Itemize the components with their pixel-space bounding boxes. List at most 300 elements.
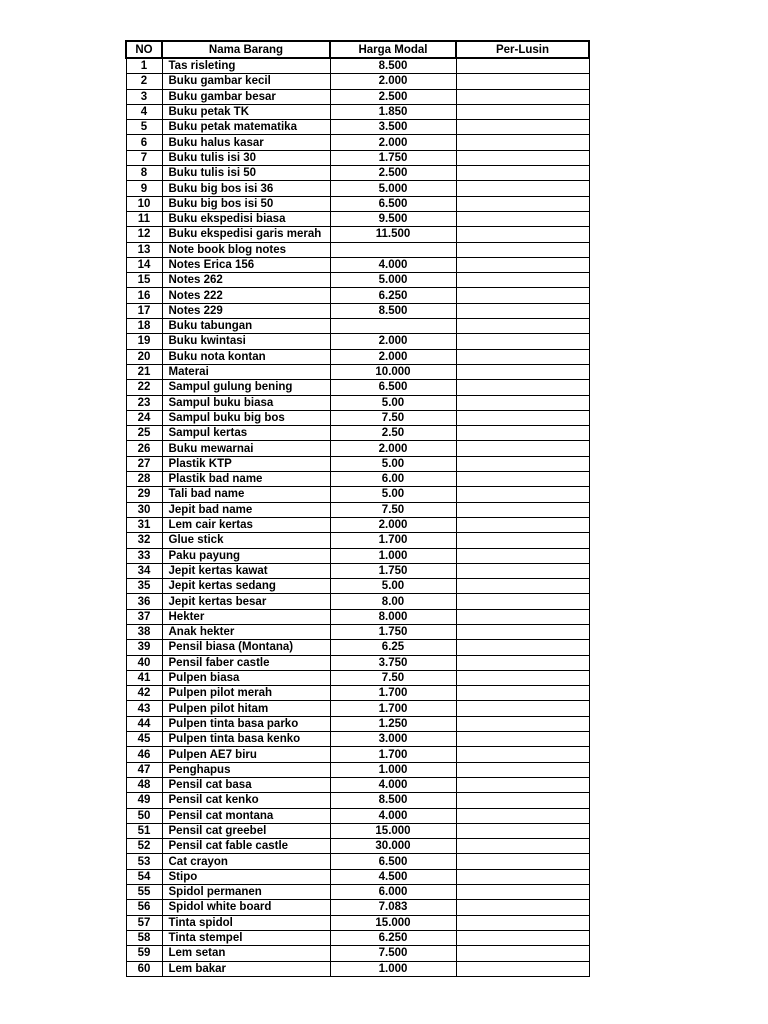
row-number-cell: 55 (126, 885, 162, 900)
cost-price-cell: 6.250 (330, 288, 456, 303)
table-row (126, 900, 589, 915)
table-row (126, 777, 589, 792)
item-name-cell: Buku ekspedisi biasa (162, 211, 330, 226)
row-number-cell: 53 (126, 854, 162, 869)
item-name-cell: Notes 222 (162, 288, 330, 303)
row-number-cell: 40 (126, 655, 162, 670)
cost-price-cell: 5.00 (330, 487, 456, 502)
per-dozen-cell (456, 609, 589, 624)
item-name-cell: Pulpen tinta basa kenko (162, 732, 330, 747)
row-number-cell: 50 (126, 808, 162, 823)
row-number-cell: 39 (126, 640, 162, 655)
table-row (126, 579, 589, 594)
cost-price-cell: 6.00 (330, 472, 456, 487)
table-row (126, 166, 589, 181)
row-number-cell: 31 (126, 517, 162, 532)
cost-price-cell (330, 319, 456, 334)
cost-price-cell: 6.500 (330, 380, 456, 395)
item-name-cell: Anak hekter (162, 624, 330, 639)
per-dozen-cell (456, 456, 589, 471)
per-dozen-cell (456, 701, 589, 716)
cost-price-cell: 1.700 (330, 747, 456, 762)
row-number-cell: 18 (126, 319, 162, 334)
row-number-cell: 28 (126, 472, 162, 487)
item-name-cell: Jepit kertas kawat (162, 563, 330, 578)
table-row (126, 303, 589, 318)
item-name-cell: Sampul gulung bening (162, 380, 330, 395)
item-name-cell: Jepit kertas besar (162, 594, 330, 609)
cost-price-cell: 8.500 (330, 303, 456, 318)
row-number-cell: 9 (126, 181, 162, 196)
per-dozen-cell (456, 364, 589, 379)
per-dozen-cell (456, 777, 589, 792)
per-dozen-cell (456, 349, 589, 364)
per-dozen-cell (456, 548, 589, 563)
cost-price-cell: 6.500 (330, 196, 456, 211)
item-name-cell: Buku kwintasi (162, 334, 330, 349)
per-dozen-cell (456, 120, 589, 135)
item-name-cell: Buku gambar besar (162, 89, 330, 104)
per-dozen-cell (456, 227, 589, 242)
row-number-cell: 5 (126, 120, 162, 135)
cost-price-cell: 1.000 (330, 548, 456, 563)
item-name-cell: Buku ekspedisi garis merah (162, 227, 330, 242)
table-row (126, 839, 589, 854)
item-name-cell: Pensil biasa (Montana) (162, 640, 330, 655)
per-dozen-cell (456, 487, 589, 502)
per-dozen-cell (456, 288, 589, 303)
per-dozen-cell (456, 303, 589, 318)
table-row (126, 624, 589, 639)
table-row (126, 793, 589, 808)
item-name-cell: Paku payung (162, 548, 330, 563)
item-name-cell: Lem bakar (162, 961, 330, 976)
table-row (126, 58, 589, 74)
table-row (126, 441, 589, 456)
table-row (126, 823, 589, 838)
table-row (126, 334, 589, 349)
table-body (126, 58, 589, 976)
item-name-cell: Buku tabungan (162, 319, 330, 334)
row-number-cell: 45 (126, 732, 162, 747)
table-row (126, 502, 589, 517)
row-number-cell: 52 (126, 839, 162, 854)
per-dozen-cell (456, 242, 589, 257)
item-name-cell: Hekter (162, 609, 330, 624)
cost-price-cell: 6.500 (330, 854, 456, 869)
row-number-cell: 15 (126, 273, 162, 288)
per-dozen-cell (456, 624, 589, 639)
cost-price-cell: 2.500 (330, 89, 456, 104)
row-number-cell: 48 (126, 777, 162, 792)
item-name-cell: Tinta stempel (162, 930, 330, 945)
row-number-cell: 24 (126, 410, 162, 425)
per-dozen-cell (456, 410, 589, 425)
row-number-cell: 36 (126, 594, 162, 609)
item-name-cell: Stipo (162, 869, 330, 884)
cost-price-cell: 5.000 (330, 273, 456, 288)
row-number-cell: 57 (126, 915, 162, 930)
item-name-cell: Spidol permanen (162, 885, 330, 900)
row-number-cell: 8 (126, 166, 162, 181)
cost-price-cell: 1.750 (330, 150, 456, 165)
cost-price-cell: 7.500 (330, 946, 456, 961)
item-name-cell: Pulpen tinta basa parko (162, 716, 330, 731)
table-row (126, 227, 589, 242)
row-number-cell: 41 (126, 670, 162, 685)
per-dozen-cell (456, 104, 589, 119)
cost-price-cell: 5.00 (330, 579, 456, 594)
cost-price-cell: 1.700 (330, 686, 456, 701)
cost-price-cell: 5.00 (330, 456, 456, 471)
table-row (126, 869, 589, 884)
per-dozen-cell (456, 395, 589, 410)
per-dozen-cell (456, 915, 589, 930)
per-dozen-cell (456, 196, 589, 211)
per-dozen-cell (456, 640, 589, 655)
cost-price-cell: 5.00 (330, 395, 456, 410)
table-row (126, 380, 589, 395)
cost-price-cell: 30.000 (330, 839, 456, 854)
table-row (126, 349, 589, 364)
cost-price-cell: 8.00 (330, 594, 456, 609)
cost-price-cell: 5.000 (330, 181, 456, 196)
row-number-cell: 37 (126, 609, 162, 624)
table-row (126, 257, 589, 272)
table-row (126, 533, 589, 548)
item-name-cell: Notes Erica 156 (162, 257, 330, 272)
cost-price-cell: 1.750 (330, 624, 456, 639)
row-number-cell: 56 (126, 900, 162, 915)
per-dozen-cell (456, 441, 589, 456)
cost-price-cell: 4.500 (330, 869, 456, 884)
per-dozen-cell (456, 762, 589, 777)
table-row (126, 410, 589, 425)
table-row (126, 716, 589, 731)
per-dozen-cell (456, 823, 589, 838)
row-number-cell: 35 (126, 579, 162, 594)
row-number-cell: 34 (126, 563, 162, 578)
item-name-cell: Note book blog notes (162, 242, 330, 257)
row-number-cell: 3 (126, 89, 162, 104)
per-dozen-cell (456, 869, 589, 884)
row-number-cell: 11 (126, 211, 162, 226)
item-name-cell: Cat crayon (162, 854, 330, 869)
row-number-cell: 13 (126, 242, 162, 257)
table-row (126, 426, 589, 441)
table-row (126, 609, 589, 624)
cost-price-cell: 15.000 (330, 915, 456, 930)
cost-price-cell (330, 242, 456, 257)
per-dozen-cell (456, 334, 589, 349)
item-name-cell: Buku nota kontan (162, 349, 330, 364)
row-number-cell: 38 (126, 624, 162, 639)
row-number-cell: 1 (126, 58, 162, 74)
table-row (126, 196, 589, 211)
row-number-cell: 25 (126, 426, 162, 441)
per-dozen-cell (456, 885, 589, 900)
row-number-cell: 42 (126, 686, 162, 701)
table-row (126, 747, 589, 762)
per-dozen-cell (456, 319, 589, 334)
cost-price-cell: 10.000 (330, 364, 456, 379)
table-row (126, 319, 589, 334)
item-name-cell: Pulpen pilot merah (162, 686, 330, 701)
item-name-cell: Buku tulis isi 30 (162, 150, 330, 165)
cost-price-cell: 1.250 (330, 716, 456, 731)
item-name-cell: Jepit kertas sedang (162, 579, 330, 594)
item-name-cell: Spidol white board (162, 900, 330, 915)
cost-price-cell: 15.000 (330, 823, 456, 838)
item-name-cell: Notes 229 (162, 303, 330, 318)
item-name-cell: Sampul kertas (162, 426, 330, 441)
cost-price-cell: 8.500 (330, 793, 456, 808)
row-number-cell: 19 (126, 334, 162, 349)
row-number-cell: 7 (126, 150, 162, 165)
cost-price-cell: 2.000 (330, 349, 456, 364)
per-dozen-cell (456, 930, 589, 945)
item-name-cell: Lem setan (162, 946, 330, 961)
cost-price-cell: 7.50 (330, 670, 456, 685)
item-name-cell: Pensil faber castle (162, 655, 330, 670)
row-number-cell: 49 (126, 793, 162, 808)
per-dozen-cell (456, 380, 589, 395)
row-number-cell: 33 (126, 548, 162, 563)
row-number-cell: 23 (126, 395, 162, 410)
item-name-cell: Buku gambar kecil (162, 74, 330, 89)
row-number-cell: 22 (126, 380, 162, 395)
table-row (126, 517, 589, 532)
per-dozen-cell (456, 517, 589, 532)
item-name-cell: Plastik bad name (162, 472, 330, 487)
cost-price-cell: 1.700 (330, 533, 456, 548)
cost-price-cell: 1.000 (330, 762, 456, 777)
per-dozen-cell (456, 89, 589, 104)
table-row (126, 655, 589, 670)
per-dozen-cell (456, 732, 589, 747)
table-row (126, 670, 589, 685)
row-number-cell: 59 (126, 946, 162, 961)
item-name-cell: Notes 262 (162, 273, 330, 288)
header-row (126, 41, 589, 58)
cost-price-cell: 2.000 (330, 135, 456, 150)
table-row (126, 961, 589, 976)
item-name-cell: Penghapus (162, 762, 330, 777)
table-row (126, 288, 589, 303)
per-dozen-cell (456, 257, 589, 272)
row-number-cell: 20 (126, 349, 162, 364)
per-dozen-cell (456, 150, 589, 165)
row-number-cell: 26 (126, 441, 162, 456)
per-dozen-cell (456, 686, 589, 701)
item-name-cell: Pensil cat basa (162, 777, 330, 792)
item-name-cell: Plastik KTP (162, 456, 330, 471)
cost-price-cell: 9.500 (330, 211, 456, 226)
per-dozen-cell (456, 579, 589, 594)
per-dozen-cell (456, 946, 589, 961)
table-row (126, 762, 589, 777)
per-dozen-cell (456, 747, 589, 762)
table-row (126, 915, 589, 930)
table-row (126, 686, 589, 701)
table-row (126, 273, 589, 288)
item-name-cell: Materai (162, 364, 330, 379)
per-dozen-cell (456, 594, 589, 609)
item-name-cell: Pulpen pilot hitam (162, 701, 330, 716)
table-row (126, 89, 589, 104)
cost-price-cell: 1.850 (330, 104, 456, 119)
cost-price-cell: 1.700 (330, 701, 456, 716)
row-number-cell: 44 (126, 716, 162, 731)
item-name-cell: Pensil cat fable castle (162, 839, 330, 854)
item-name-cell: Buku halus kasar (162, 135, 330, 150)
table-row (126, 181, 589, 196)
cost-price-cell: 6.000 (330, 885, 456, 900)
item-name-cell: Pulpen biasa (162, 670, 330, 685)
cost-price-cell: 8.000 (330, 609, 456, 624)
per-dozen-cell (456, 655, 589, 670)
item-name-cell: Buku big bos isi 36 (162, 181, 330, 196)
per-dozen-cell (456, 961, 589, 976)
row-number-cell: 47 (126, 762, 162, 777)
cost-price-cell: 3.750 (330, 655, 456, 670)
cost-price-cell: 8.500 (330, 58, 456, 74)
cost-price-cell: 2.000 (330, 441, 456, 456)
per-dozen-cell (456, 135, 589, 150)
item-name-cell: Buku tulis isi 50 (162, 166, 330, 181)
table-row (126, 364, 589, 379)
cost-price-cell: 1.000 (330, 961, 456, 976)
row-number-cell: 4 (126, 104, 162, 119)
item-name-cell: Tinta spidol (162, 915, 330, 930)
cost-price-cell: 11.500 (330, 227, 456, 242)
cost-price-cell: 3.500 (330, 120, 456, 135)
cost-price-cell: 7.50 (330, 502, 456, 517)
cost-price-cell: 2.000 (330, 517, 456, 532)
cost-price-cell: 4.000 (330, 257, 456, 272)
item-name-cell: Buku big bos isi 50 (162, 196, 330, 211)
row-number-cell: 21 (126, 364, 162, 379)
row-number-cell: 32 (126, 533, 162, 548)
table-row (126, 150, 589, 165)
per-dozen-cell (456, 74, 589, 89)
price-list-table (125, 40, 590, 977)
row-number-cell: 54 (126, 869, 162, 884)
item-name-cell: Buku petak matematika (162, 120, 330, 135)
row-number-cell: 2 (126, 74, 162, 89)
table-row (126, 732, 589, 747)
per-dozen-cell (456, 502, 589, 517)
row-number-cell: 10 (126, 196, 162, 211)
item-name-cell: Buku mewarnai (162, 441, 330, 456)
row-number-cell: 60 (126, 961, 162, 976)
cost-price-cell: 4.000 (330, 777, 456, 792)
cost-price-cell: 6.25 (330, 640, 456, 655)
item-name-cell: Sampul buku big bos (162, 410, 330, 425)
table-row (126, 701, 589, 716)
per-dozen-cell (456, 716, 589, 731)
per-dozen-cell (456, 273, 589, 288)
per-dozen-cell (456, 211, 589, 226)
item-name-cell: Jepit bad name (162, 502, 330, 517)
item-name-cell: Lem cair kertas (162, 517, 330, 532)
row-number-cell: 30 (126, 502, 162, 517)
table-row (126, 211, 589, 226)
per-dozen-cell (456, 533, 589, 548)
table-row (126, 808, 589, 823)
row-number-cell: 16 (126, 288, 162, 303)
cost-price-cell: 3.000 (330, 732, 456, 747)
item-name-cell: Tali bad name (162, 487, 330, 502)
item-name-cell: Pensil cat kenko (162, 793, 330, 808)
table-row (126, 74, 589, 89)
per-dozen-cell (456, 166, 589, 181)
cost-price-cell: 1.750 (330, 563, 456, 578)
header-no: NO (126, 41, 162, 58)
table-row (126, 594, 589, 609)
item-name-cell: Tas risleting (162, 58, 330, 74)
table-row (126, 487, 589, 502)
table-row (126, 120, 589, 135)
table-row (126, 854, 589, 869)
per-dozen-cell (456, 900, 589, 915)
table-row (126, 548, 589, 563)
table-row (126, 885, 589, 900)
per-dozen-cell (456, 808, 589, 823)
per-dozen-cell (456, 839, 589, 854)
per-dozen-cell (456, 58, 589, 74)
cost-price-cell: 4.000 (330, 808, 456, 823)
cost-price-cell: 7.083 (330, 900, 456, 915)
table-row (126, 472, 589, 487)
table-row (126, 242, 589, 257)
item-name-cell: Buku petak TK (162, 104, 330, 119)
table-row (126, 104, 589, 119)
item-name-cell: Glue stick (162, 533, 330, 548)
cost-price-cell: 2.000 (330, 74, 456, 89)
item-name-cell: Pulpen AE7 biru (162, 747, 330, 762)
row-number-cell: 29 (126, 487, 162, 502)
row-number-cell: 46 (126, 747, 162, 762)
item-name-cell: Pensil cat montana (162, 808, 330, 823)
header-item-name: Nama Barang (162, 41, 330, 58)
per-dozen-cell (456, 563, 589, 578)
cost-price-cell: 2.500 (330, 166, 456, 181)
item-name-cell: Pensil cat greebel (162, 823, 330, 838)
header-per-dozen: Per-Lusin (456, 41, 589, 58)
header-cost-price: Harga Modal (330, 41, 456, 58)
table-row (126, 395, 589, 410)
row-number-cell: 14 (126, 257, 162, 272)
table-row (126, 135, 589, 150)
cost-price-cell: 7.50 (330, 410, 456, 425)
cost-price-cell: 2.50 (330, 426, 456, 441)
row-number-cell: 6 (126, 135, 162, 150)
row-number-cell: 12 (126, 227, 162, 242)
row-number-cell: 27 (126, 456, 162, 471)
per-dozen-cell (456, 793, 589, 808)
cost-price-cell: 6.250 (330, 930, 456, 945)
row-number-cell: 51 (126, 823, 162, 838)
per-dozen-cell (456, 426, 589, 441)
table-row (126, 640, 589, 655)
table-row (126, 946, 589, 961)
cost-price-cell: 2.000 (330, 334, 456, 349)
per-dozen-cell (456, 472, 589, 487)
row-number-cell: 58 (126, 930, 162, 945)
table-row (126, 930, 589, 945)
row-number-cell: 17 (126, 303, 162, 318)
